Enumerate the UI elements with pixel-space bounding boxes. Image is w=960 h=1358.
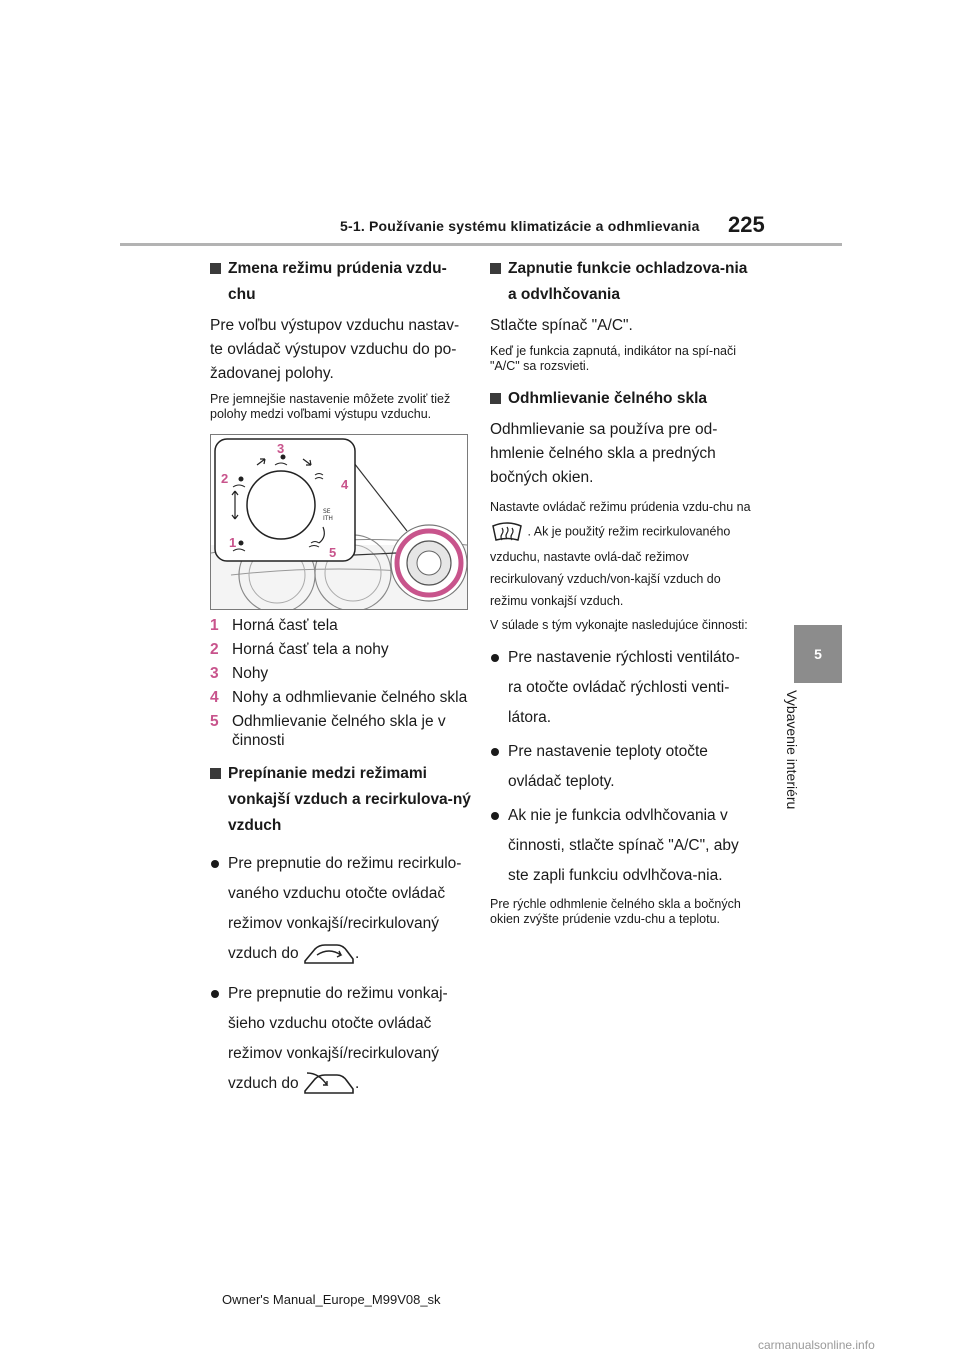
chapter-label-text: Vybavenie interiéru [784, 690, 800, 810]
ac-body: Stlačte spínač "A/C". [490, 317, 633, 334]
right-column [490, 256, 752, 927]
heading-ac: Zapnutie funkcie ochladzova-nia a odvlhčovania [490, 256, 752, 308]
final-note: Pre rýchle odhmlenie čelného skla a bočných okien zvýšte prúdenie vzdu-chu a teplotu. [490, 897, 741, 926]
figure-text: SE ITH [323, 508, 333, 522]
heading-recirculation: Prepínanie medzi režimami vonkajší vzduch a recirkulova-ný vzduch [210, 761, 472, 839]
list-item: 1 Horná časť tela [210, 617, 338, 634]
figure-label-1: 1 [229, 535, 237, 550]
airflow-dial-figure [210, 434, 468, 610]
bullet-recirculated: Pre prepnutie do režimu recirkulo-vaného vzduchu otočte ovládač režimov vonkajší/recirkulovaný vzduch do . [210, 849, 472, 969]
position-list [210, 616, 472, 750]
figure-label-3: 3 [277, 441, 285, 456]
heading-airflow: Zmena režimu prúdenia vzdu-chu [210, 256, 472, 308]
recirculated-air-icon [303, 941, 355, 967]
chapter-tab[interactable]: 5 [794, 625, 842, 683]
manual-id: Owner's Manual_Europe_M99V08_sk [222, 1292, 441, 1307]
bullet-outside-air: Pre prepnutie do režimu vonkaj-šieho vzduchu otočte ovládač režimov vonkajší/recirkulovaný vzduch do . [210, 979, 472, 1099]
outside-air-icon [303, 1071, 355, 1097]
heading-defog: Odhmlievanie čelného skla [490, 386, 752, 412]
defog-body: Odhmlievanie sa používa pre od-hmlenie čelného skla a predných bočných okien. [490, 421, 718, 486]
airflow-dial-illustration [211, 435, 467, 609]
watermark: carmanualsonline.info [758, 1338, 875, 1352]
list-item: 3 Nohy [210, 665, 269, 682]
left-column [210, 256, 472, 1099]
section-title: 5-1. Používanie systému klimatizácie a odhmlievania [340, 218, 700, 234]
airflow-note: Pre jemnejšie nastavenie môžete zvoliť tiež polohy medzi voľbami výstupu vzduchu. [210, 392, 451, 421]
figure-label-5: 5 [329, 545, 337, 560]
windshield-defog-icon [490, 518, 524, 546]
defog-note-follow: V súlade s tým vykonajte nasledujúce činnosti: [490, 618, 748, 632]
airflow-body: Pre voľbu výstupov vzduchu nastav-te ovládač výstupov vzduchu do po-žadovanej polohy. [210, 317, 460, 382]
list-item: 2 Horná časť tela a nohy [210, 641, 389, 658]
chapter-label [772, 690, 812, 830]
page-number: 225 [728, 212, 765, 237]
defog-note: Nastavte ovládač režimu prúdenia vzdu-chu na . Ak je použitý režim recirkulovaného vzduchu, nastavte ovlá-dač režimov recirkulovaný vzduch/von-kajší vzduch do režimu vonkajší vzduch. [490, 500, 751, 608]
bullet-temperature: Pre nastavenie teploty otočte ovládač teploty. [490, 737, 752, 797]
bullet-ac-dehumidify: Ak nie je funkcia odvlhčovania v činnosti, stlačte spínač "A/C", aby ste zapli funkciu odvlhčova-nia. [490, 801, 752, 891]
bullet-fan-speed: Pre nastavenie rýchlosti ventiláto-ra otočte ovládač rýchlosti venti-látora. [490, 643, 752, 733]
ac-note: Keď je funkcia zapnutá, indikátor na spí-nači "A/C" sa rozsvieti. [490, 344, 737, 373]
list-item: 5 Odhmlievanie čelného skla je v činnosti [210, 713, 446, 749]
header-rule [120, 243, 842, 246]
list-item: 4 Nohy a odhmlievanie čelného skla [210, 689, 468, 706]
figure-label-2: 2 [221, 471, 229, 486]
figure-label-4: 4 [341, 477, 349, 492]
